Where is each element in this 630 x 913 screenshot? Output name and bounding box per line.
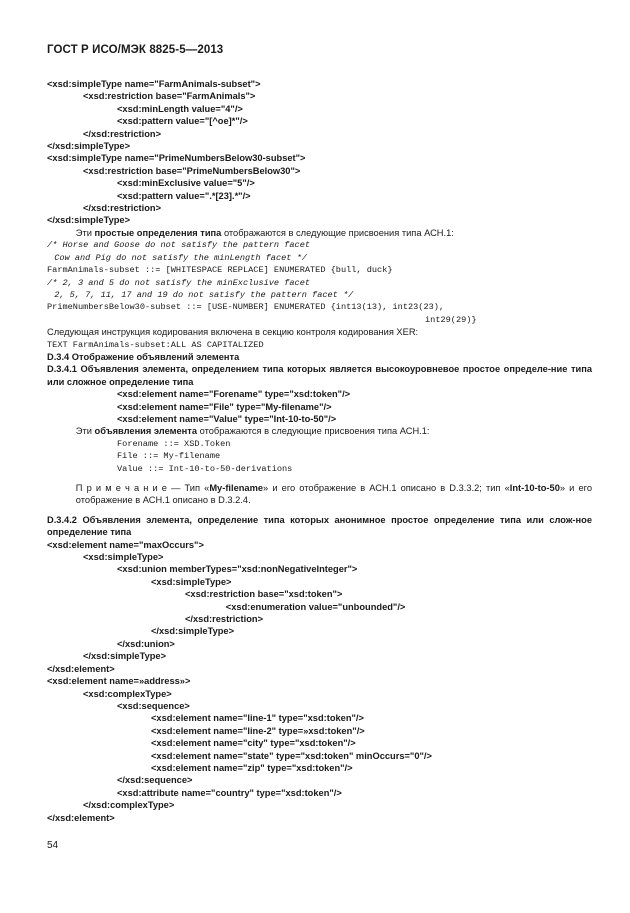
xsd-code-line: <xsd:attribute name="country" type="xsd:token"/> — [117, 787, 342, 798]
xsd-code-line: <xsd:simpleType> — [151, 576, 232, 587]
xsd-code-line: <xsd:minExclusive value="5"/> — [117, 178, 255, 189]
xsd-code-line: </xsd:complexType> — [83, 800, 175, 811]
xsd-code-line: <xsd:restriction base="PrimeNumbersBelow30"> — [83, 165, 301, 176]
asn1-code-line: Forename ::= XSD.Token — [117, 438, 231, 449]
xsd-code-line: <xsd:element name="maxOccurs"> — [47, 539, 204, 550]
xsd-code-line: <xsd:element name="Forename" type="xsd:token"/> — [117, 389, 351, 400]
bold-term: My-filename — [209, 483, 264, 493]
xsd-code-line: <xsd:element name="Value" type="Int-10-to-50"/> — [117, 413, 337, 424]
xsd-code-line: <xsd:element name="line-1" type="xsd:token"/> — [151, 713, 364, 724]
text-run: Эти — [75, 227, 95, 238]
asn1-code-line: int29(29)} — [425, 314, 477, 325]
xsd-code-line: </xsd:simpleType> — [83, 651, 167, 662]
asn1-comment-line: /* 2, 3 and 5 do not satisfy the minExclusive facet — [47, 277, 311, 288]
xsd-code-line: </xsd:simpleType> — [47, 215, 131, 226]
text-run: Следующая инструкция кодирования включена в секцию контроля кодирования XER: — [47, 327, 419, 338]
xsd-code-line: </xsd:restriction> — [83, 203, 162, 214]
xsd-code-line: </xsd:element> — [47, 663, 115, 674]
xsd-code-line: <xsd:simpleType> — [83, 552, 164, 563]
text-line — [47, 227, 592, 239]
text-run: » и его отображение в АСН.1 описано в D.3.3.2; тип « — [263, 483, 510, 493]
xsd-code-line: <xsd:element name="state" type="xsd:token" minOccurs="0"/> — [151, 750, 432, 761]
xsd-code-line: </xsd:restriction> — [185, 614, 264, 625]
xsd-code-line: <xsd:restriction base="FarmAnimals"> — [83, 91, 256, 102]
xsd-code-line: <xsd:element name="city" type="xsd:token"/> — [151, 738, 356, 749]
xsd-code-line: <xsd:union memberTypes="xsd:nonNegativeInteger"> — [117, 564, 358, 575]
text-line — [47, 425, 592, 437]
page-number: 54 — [47, 840, 59, 851]
xsd-code-line: </xsd:sequence> — [117, 775, 193, 786]
xsd-code-line: <xsd:element name=»address»> — [47, 676, 191, 687]
xsd-code-line: </xsd:simpleType> — [47, 141, 131, 152]
xsd-code-line: <xsd:restriction base="xsd:token"> — [185, 589, 343, 600]
xsd-code-line: <xsd:sequence> — [117, 700, 190, 711]
section-heading: D.3.4.2 Объявления элемента, определение типа которых анонимное простое определение типа или слож-ное определение типа — [47, 514, 592, 538]
asn1-code-line: FarmAnimals-subset ::= [WHITESPACE REPLACE] ENUMERATED {bull, duck} — [47, 265, 393, 276]
asn1-code-line: Value ::= Int-10-to-50-derivations — [117, 463, 293, 474]
text-run: Эти — [75, 426, 95, 437]
text-run: отображаются в следующие присвоения типа АСН.1: — [197, 426, 430, 437]
text-run: — Тип « — [166, 483, 210, 493]
xsd-code-line: <xsd:pattern value=".*[23].*"/> — [117, 190, 251, 201]
xsd-code-line: <xsd:element name="zip" type="xsd:token"/> — [151, 762, 353, 773]
xsd-code-line: </xsd:element> — [47, 812, 115, 823]
xsd-code-line: <xsd:simpleType name="FarmAnimals-subset"> — [47, 79, 261, 89]
spacer — [47, 507, 592, 514]
note-paragraph — [47, 482, 592, 507]
section-heading: D.3.4.1 Объявления элемента, определением типа которых является высокоуровневое простое определе-ние типа или сложное определение типа — [47, 364, 592, 387]
spacer — [47, 475, 592, 482]
xsd-code-line: <xsd:minLength value="4"/> — [117, 103, 243, 114]
text-run: отображаются в следующие присвоения типа АСН.1: — [221, 227, 454, 238]
asn1-comment-line: /* Horse and Goose do not satisfy the pattern facet — [47, 240, 311, 251]
asn1-comment-line: 2, 5, 7, 11, 17 and 19 do not satisfy the pattern facet */ — [54, 289, 354, 300]
section-heading: D.3.4 Отображение объявлений элемента — [47, 351, 240, 362]
xsd-code-line: <xsd:element name="line-2" type=»xsd:token"/> — [151, 725, 365, 736]
asn1-comment-line: Cow and Pig do not satisfy the minLength facet */ — [54, 252, 307, 263]
bold-term: простые определения типа — [94, 227, 222, 238]
asn1-code-line: PrimeNumbersBelow30-subset ::= [USE-NUMBER] ENUMERATED {int13(13), int23(23), — [47, 302, 445, 313]
xsd-code-line: <xsd:complexType> — [83, 688, 172, 699]
bold-term: Int-10-to-50 — [509, 483, 560, 493]
note-label: П р и м е ч а н и е — [75, 483, 167, 493]
document-body — [47, 78, 592, 824]
bold-term: объявления элемента — [94, 426, 198, 437]
xsd-code-line: <xsd:enumeration value="unbounded"/> — [225, 601, 406, 612]
xsd-code-line: </xsd:simpleType> — [151, 626, 235, 637]
xsd-code-line: </xsd:restriction> — [83, 128, 162, 139]
text-run: » и его отображение в АСН.1 описано в D.3.2.4. — [75, 483, 593, 506]
document-header: ГОСТ Р ИСО/МЭК 8825-5—2013 — [47, 44, 224, 56]
xsd-code-line: <xsd:element name="File" type="My-filename"/> — [117, 401, 332, 412]
asn1-code-line: TEXT FarmAnimals-subset:ALL AS CAPITALIZED — [47, 339, 264, 350]
xsd-code-line: <xsd:simpleType name="PrimeNumbersBelow30-subset"> — [47, 153, 306, 164]
text-line — [47, 326, 592, 338]
xsd-code-line: </xsd:union> — [117, 638, 175, 649]
asn1-code-line: File ::= My-filename — [117, 451, 221, 462]
xsd-code-line: <xsd:pattern value="[^oe]*"/> — [117, 116, 248, 127]
